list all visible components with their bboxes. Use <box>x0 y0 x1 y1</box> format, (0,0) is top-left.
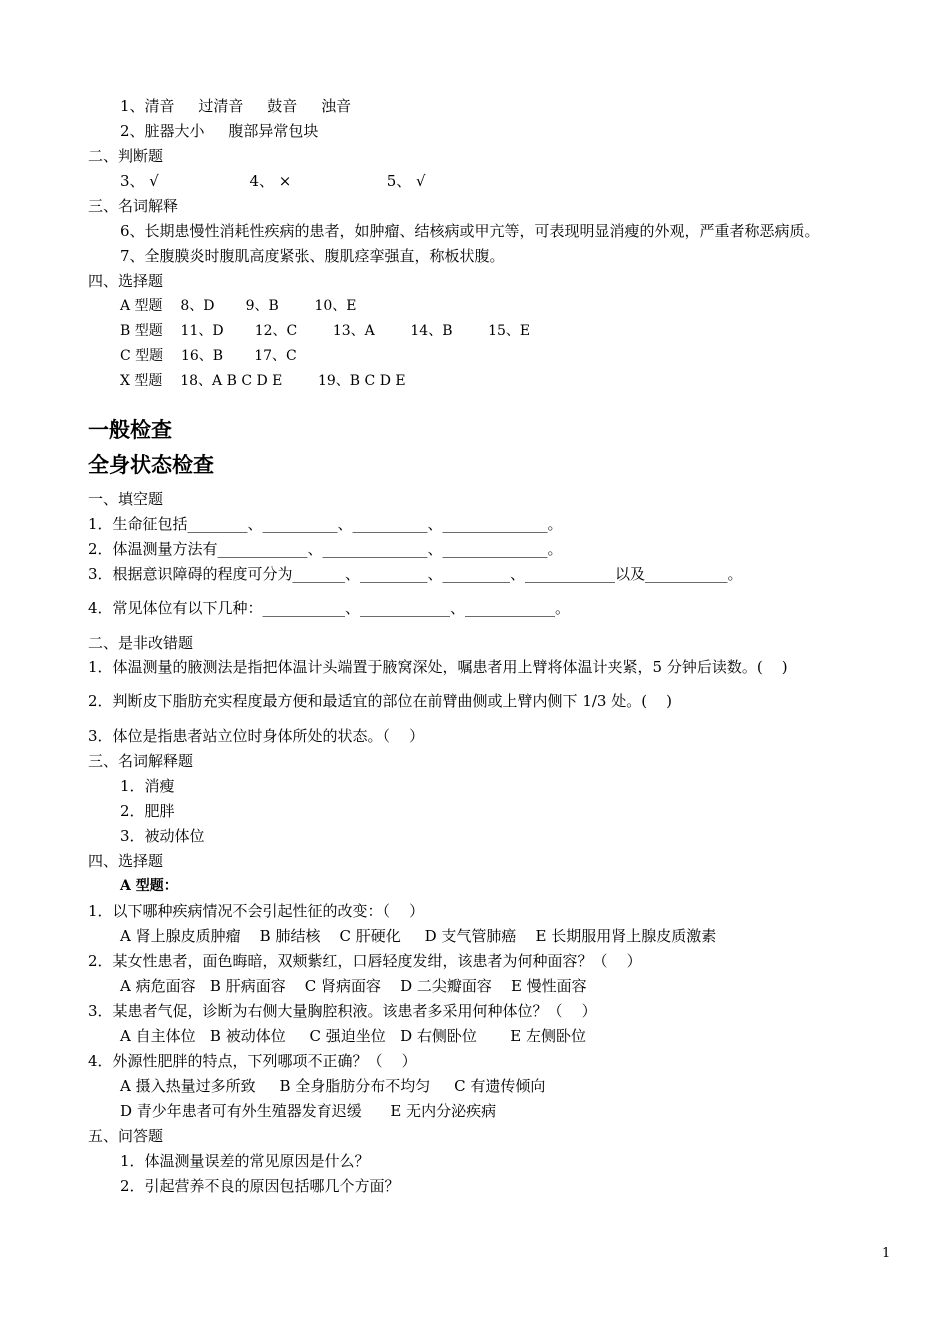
answer-fill-1: 1、清音 过清音 鼓音 浊音 <box>120 97 352 115</box>
answer-term-title: 三、名词解释 <box>88 197 179 215</box>
tf-question-2: 2．判断皮下脂肪充实程度最方便和最适宜的部位在前臂曲侧或上臂内侧下 1/3 处。( ) <box>88 692 673 710</box>
term-item-3: 3．被动体位 <box>120 827 205 845</box>
fill-question-3: 3．根据意识障碍的程度可分为_______、_________、_________、____________以及___________。 <box>88 565 743 583</box>
answer-choice-a: A 型题 8、D 9、B 10、E <box>120 298 357 314</box>
page-number: 1 <box>882 1246 891 1261</box>
choice-options-1: A 肾上腺皮质肿瘤 B 肺结核 C 肝硬化 D 支气管肺癌 E 长期服用肾上腺皮质激素 <box>120 927 717 945</box>
term-title: 三、名词解释题 <box>88 752 194 770</box>
fill-question-1: 1．生命征包括________、__________、__________、______________。 <box>88 515 563 533</box>
answer-choice-b: B 型题 11、D 12、C 13、A 14、B 15、E <box>120 323 531 339</box>
fill-title: 一、填空题 <box>88 490 164 508</box>
answer-judge-line: 3、 √ 4、 × 5、 √ <box>120 172 426 190</box>
choice-question-1: 1．以下哪种疾病情况不会引起性征的改变：（ ） <box>88 902 425 920</box>
fill-question-2: 2．体温测量方法有____________、______________、______________。 <box>88 540 563 558</box>
choice-options-3: A 自主体位 B 被动体位 C 强迫坐位 D 右侧卧位 E 左侧卧位 <box>120 1027 586 1045</box>
answer-term-7: 7、全腹膜炎时腹肌高度紧张、腹肌痉挛强直，称板状腹。 <box>120 247 505 265</box>
section-heading: 一般检查 <box>88 418 172 442</box>
qa-question-2: 2．引起营养不良的原因包括哪几个方面？ <box>120 1177 400 1195</box>
answer-choice-x: X 型题 18、A B C D E 19、B C D E <box>120 373 406 389</box>
subsection-heading: 全身状态检查 <box>88 453 214 477</box>
tf-question-3: 3．体位是指患者站立位时身体所处的状态。（ ） <box>88 727 425 745</box>
answer-choice-c: C 型题 16、B 17、C <box>120 348 297 364</box>
answer-judge-title: 二、判断题 <box>88 147 164 165</box>
qa-title: 五、问答题 <box>88 1127 164 1145</box>
a-type-label: A 型题： <box>120 878 178 894</box>
choice-title: 四、选择题 <box>88 852 164 870</box>
choice-options-4b: D 青少年患者可有外生殖器发育迟缓 E 无内分泌疾病 <box>120 1102 497 1120</box>
fill-question-4: 4．常见体位有以下几种：___________、____________、____________。 <box>88 599 571 617</box>
term-item-1: 1．消瘦 <box>120 777 175 795</box>
choice-options-2: A 病危面容 B 肝病面容 C 肾病面容 D 二尖瓣面容 E 慢性面容 <box>120 977 587 995</box>
choice-options-4a: A 摄入热量过多所致 B 全身脂肪分布不均匀 C 有遗传倾向 <box>120 1077 546 1095</box>
answer-term-6: 6、长期患慢性消耗性疾病的患者，如肿瘤、结核病或甲亢等，可表现明显消瘦的外观，严重者称恶病质。 <box>120 222 820 240</box>
term-item-2: 2．肥胖 <box>120 802 175 820</box>
tf-question-1: 1．体温测量的腋测法是指把体温计头端置于腋窝深处，嘱患者用上臂将体温计夹紧，5 分钟后读数。( ) <box>88 658 788 676</box>
tf-title: 二、是非改错题 <box>88 634 194 652</box>
answer-fill-2: 2、脏器大小 腹部异常包块 <box>120 122 319 140</box>
choice-question-2: 2．某女性患者，面色晦暗，双颊紫红，口唇轻度发绀，该患者为何种面容？（ ） <box>88 952 642 970</box>
qa-question-1: 1．体温测量误差的常见原因是什么？ <box>120 1152 370 1170</box>
choice-question-3: 3．某患者气促，诊断为右侧大量胸腔积液。该患者多采用何种体位？（ ） <box>88 1002 597 1020</box>
answer-choice-title: 四、选择题 <box>88 272 164 290</box>
choice-question-4: 4．外源性肥胖的特点，下列哪项不正确？（ ） <box>88 1052 417 1070</box>
